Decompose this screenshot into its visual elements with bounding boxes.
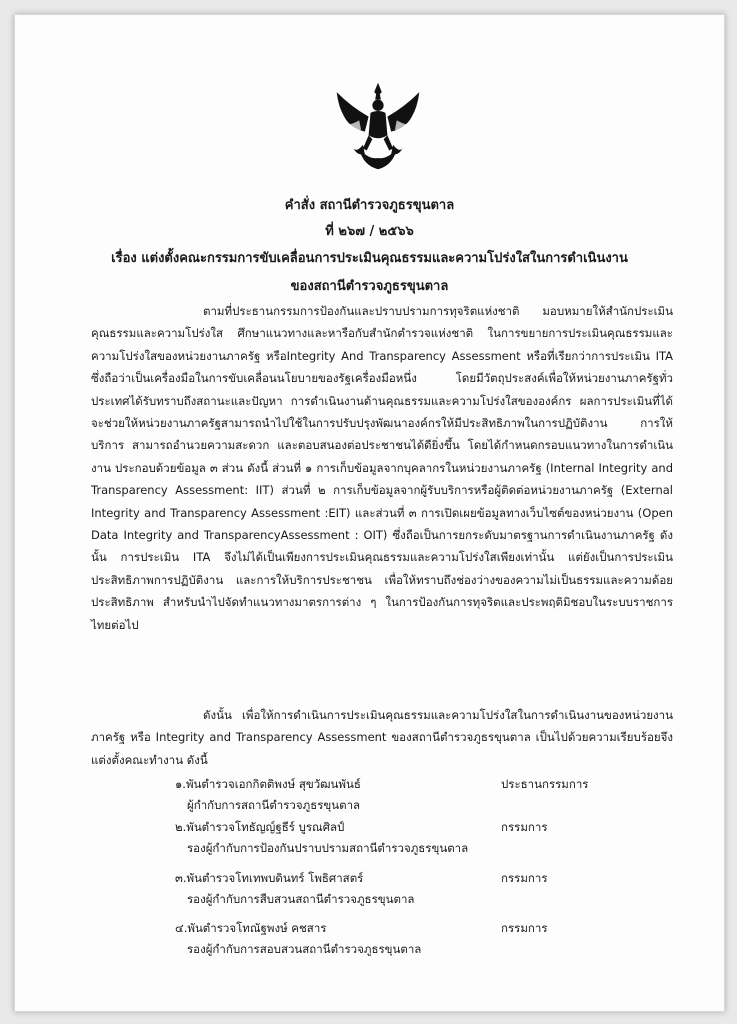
member-name: ๒.พันตำรวจโทธัญญ์ฐธีร์ บูรณศิลป์: [175, 820, 345, 834]
garuda-emblem-icon: [331, 79, 425, 173]
committee-member: [175, 774, 645, 816]
member-name: ๑.พันตำรวจเอกกิตติพงษ์ สุขวัฒนพันธ์: [175, 777, 361, 791]
member-role: กรรมการ: [501, 871, 548, 885]
member-name: ๔.พันตำรวจโทณัฐพงษ์ คชสาร: [175, 921, 327, 935]
member-role: กรรมการ: [501, 921, 548, 935]
document-page: [14, 14, 725, 1012]
member-position: รองผู้กำกับการสืบสวนสถานีตำรวจภูธรขุนตาล: [187, 892, 415, 906]
subject-line-2: ของสถานีตำรวจภูธรขุนตาล: [290, 279, 449, 294]
member-name: ๓.พันตำรวจโทเทพบดินทร์ โพธิศาสตร์: [175, 871, 364, 885]
member-position: รองผู้กำกับการป้องกันปราบปรามสถานีตำรวจภูธรขุนตาล: [187, 841, 469, 855]
member-position: รองผู้กำกับการสอบสวนสถานีตำรวจภูธรขุนตาล: [187, 942, 422, 956]
order-number: ที่ ๒๖๗ / ๒๕๖๖: [325, 224, 414, 239]
member-role: กรรมการ: [501, 820, 548, 834]
member-position: ผู้กำกับการสถานีตำรวจภูธรขุนตาล: [187, 798, 361, 812]
committee-member: [175, 817, 645, 859]
order-title: คำสั่ง สถานีตำรวจภูธรขุนตาล: [284, 198, 455, 213]
subject-line-1: เรื่อง แต่งตั้งคณะกรรมการขับเคลื่อนการประเมินคุณธรรมและความโปร่งใสในการดำเนินงาน: [111, 251, 628, 266]
paragraph-background: ตามที่ประธานกรรมการป้องกันและปราบปรามการทุจริตแห่งชาติ มอบหมายให้สำนักประเมินคุณธรรมและความโปร่งใส ศึกษาแนวทางและหารือกับสำนักตำรวจแห่งชาติ ในการขยายการประเมินคุณธรรมและความโปร่งใสของหน่วยงานภาครัฐ หรือIntegrity And Transparency Assessment หรือที่เรียกว่าการประเมิน ITA ซึ่งถือว่าเป็นเครื่องมือในการขับเคลื่อนนโยบายของรัฐเครื่องมือหนึ่ง โดยมีวัตถุประสงค์เพื่อให้หน่วยงานภาครัฐทั่วประเทศได้รับทราบถึงสถานะและปัญหา การดำเนินงานด้านคุณธรรมและความโปร่งใสขององค์กร ผลการประเมินที่ได้จะช่วยให้หน่วยงานภาครัฐสามารถนำไปใช้ในการปรับปรุงพัฒนาองค์กรให้มีประสิทธิภาพในการปฏิบัติงาน การให้บริการ สามารถอำนวยความสะดวก และตอบสนองต่อประชาชนได้ดียิ่งขึ้น โดยได้กำหนดกรอบแนวทางในการดำเนินงาน ประกอบด้วยข้อมูล ๓ ส่วน ดังนี้ ส่วนที่ ๑ การเก็บข้อมูลจากบุคลากรในหน่วยงานภาครัฐ (Internal Integrity and Transparency Assessment: IIT) ส่วนที่ ๒ การเก็บข้อมูลจากผู้รับบริการหรือผู้ติดต่อหน่วยงานภาครัฐ (External Integrity and Transparency Assessment :EIT) และส่วนที่ ๓ การเปิดเผยข้อมูลทางเว็บไซต์ของหน่วยงาน (Open Data Integrity and TransparencyAssessment : OIT) ซึ่งถือเป็นการยกระดับมาตรฐานการดำเนินงานภาครัฐ ดังนั้น การประเมิน ITA จึงไม่ได้เป็นเพียงการประเมินคุณธรรมและความโปร่งใสเพียงเท่านั้น แต่ยังเป็นการประเมินประสิทธิภาพการปฏิบัติงาน และการให้บริการประชาชน เพื่อให้ทราบถึงช่องว่างของความไม่เป็นธรรมและความด้อยประสิทธิภาพ สำหรับนำไปจัดทำแนวทางมาตรการต่าง ๆ ในการป้องกันการทุจริตและประพฤติมิชอบในระบบราชการไทยต่อไป: [91, 304, 673, 632]
paragraph-appointment: ดังนั้น เพื่อให้การดำเนินการประเมินคุณธรรมและความโปร่งใสในการดำเนินงานของหน่วยงานภาครัฐ หรือ Integrity and Transparency Assessment ของสถานีตำรวจภูธรขุนตาล เป็นไปด้วยความเรียบร้อยจึงแต่งตั้งคณะทำงาน ดังนี้: [91, 708, 673, 767]
member-role: ประธานกรรมการ: [501, 777, 589, 791]
committee-member: [175, 918, 645, 960]
committee-member: [175, 868, 645, 910]
